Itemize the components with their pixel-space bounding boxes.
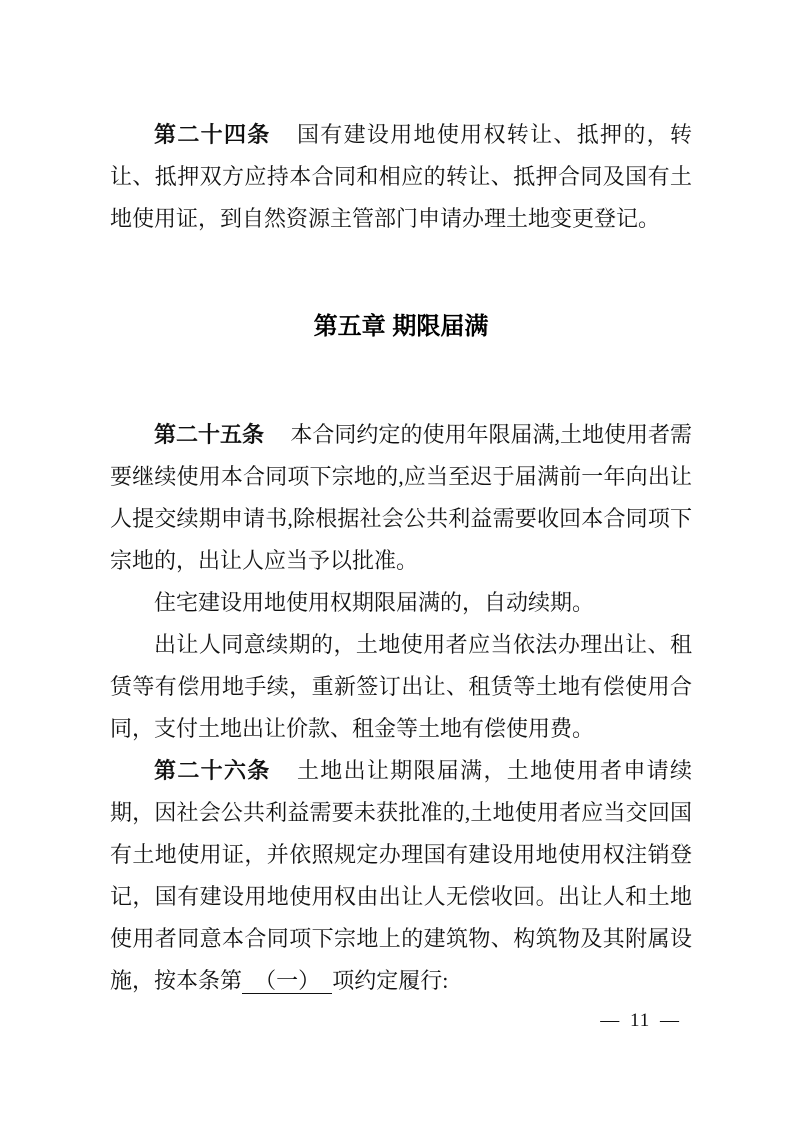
article-25-paragraph (110, 414, 692, 582)
article-26-paragraph (110, 750, 692, 1002)
article-25-text: 本合同约定的使用年限届满,土地使用者需要继续使用本合同项下宗地的,应当至迟于届满前一年向出让人提交续期申请书,除根据社会公共利益需要收回本合同项下宗地的，出让人应当予以批准。 (110, 422, 692, 573)
page-number: — 11 — (600, 1010, 680, 1031)
article-26-label: 第二十六条 (154, 758, 271, 783)
auto-renewal-paragraph: 住宅建设用地使用权期限届满的，自动续期。 (154, 590, 595, 615)
article-24-text: 国有建设用地使用权转让、抵押的，转让、抵押双方应持本合同和相应的转让、抵押合同及国有土地使用证，到自然资源主管部门申请办理土地变更登记。 (110, 122, 692, 231)
contract-body (110, 114, 692, 1002)
article-26-text-before-blank: 土地出让期限届满，土地使用者申请续期，因社会公共利益需要未获批准的,土地使用者应当交回国有土地使用证，并依照规定办理国有建设用地使用权注销登记，国有建设用地使用权由出让人无偿收回。出让人和土地使用者同意本合同项下宗地上的建筑物、构筑物及其附属设施，按本条第 (110, 758, 692, 993)
blank-field-item-number: （一） (242, 969, 332, 994)
chapter-5-heading: 第五章 期限届满 (313, 313, 489, 340)
renewal-procedure-paragraph: 出让人同意续期的，土地使用者应当依法办理出让、租赁等有偿用地手续，重新签订出让、租赁等土地有偿使用合同，支付土地出让价款、租金等土地有偿使用费。 (110, 632, 692, 741)
article-26-text-after-blank: 项约定履行: (332, 968, 449, 993)
article-25-label: 第二十五条 (154, 422, 265, 447)
article-24-paragraph (110, 114, 692, 240)
article-24-label: 第二十四条 (154, 122, 271, 147)
